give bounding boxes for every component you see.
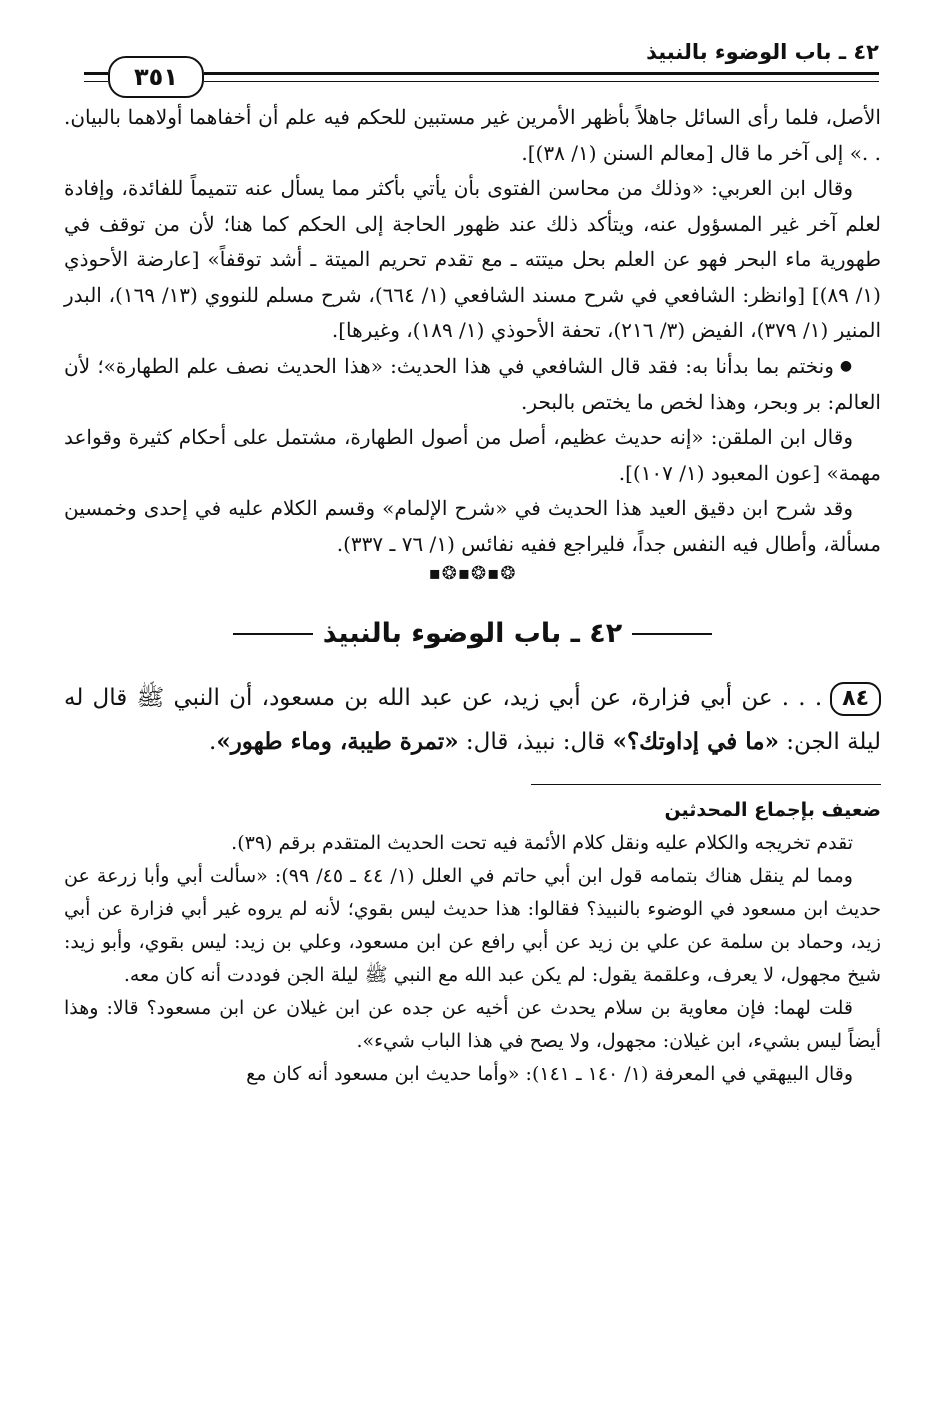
header-chapter-title: ٤٢ ـ باب الوضوء بالنبيذ [646,40,879,64]
paragraph-1: الأصل، فلما رأى السائل جاهلاً بأظهر الأمرين غير مستبين للحكم فيه علم أن أخفاهما أولاهما بالبيان. . .» إلى آخر ما قال [معالم السنن (١/ ٣٨)]. [64,105,881,165]
footnote-paragraph-2: ومما لم ينقل هناك بتمامه قول ابن أبي حاتم في العلل (١/ ٤٤ ـ ٤٥/ ٩٩): «سألت أبي وأبا زرعة عن حديث ابن مسعود في الوضوء بالنبيذ؟ فقالوا: هذا حديث ليس بقوي؛ لأنه لم يروه غير أبي فزارة عن أبي زيد، وحماد بن سلمة عن علي بن زيد عن أبي رافع عن ابن مسعود، وعلي بن زيد: ليس بقوي، وأبو زيد: شيخ مجهول، لا يعرف، وعلقمة يقول: لم يكن عبد الله مع النبي ﷺ ليلة الجن فوددت أنه كان معه. [64,865,881,987]
section-heading [64,608,881,660]
paragraph-4: وقال ابن الملقن: «إنه حديث عظيم، أصل من أصول الطهارة، مشتمل على أحكام كثيرة وقواعد مهمة» [عون المعبود (١/ ١٠٧)]. [64,425,881,485]
hadith-quote-2: «تمرة طيبة، وماء طهور» [216,728,459,756]
bullet-icon: ● [839,358,853,375]
running-header [84,38,879,91]
hadith-text-part: . . . عن أبي فزارة، عن أبي زيد، عن عبد الله بن مسعود، أن النبي ﷺ قال له ليلة الجن: [64,685,881,756]
footnote-paragraph-3: قلت لهما: فإن معاوية بن سلام يحدث عن أخيه عن جده عن ابن غيلان عن ابن مسعود؟ قالا: وهذا أيضاً ليس بشيء، ابن غيلان: مجهول، ولا يصح في هذا الباب شيء». [64,997,881,1053]
header-rule [204,72,879,82]
paragraph-3 [64,349,881,421]
hadith-text [64,676,881,764]
footnote-paragraph-4: وقال البيهقي في المعرفة (١/ ١٤٠ ـ ١٤١): «وأما حديث ابن مسعود أنه كان مع [246,1063,853,1086]
paragraph-3-text: ونختم بما بدأنا به: فقد قال الشافعي في هذا الحديث: «هذا الحديث نصف علم الطهارة»؛ لأن العالم: بر وبحر، وهذا لخص ما يختص بالبحر. [64,353,881,414]
hadith-number: ٨٤ [830,682,881,716]
paragraph-2: وقال ابن العربي: «وذلك من محاسن الفتوى بأن يأتي بأكثر مما يسأل عنه تتميماً للفائدة، وإفادة لعلم آخر غير المسؤول عنه، ويتأكد ذلك عند ظهور الحاجة إلى الحكم كما هنا؛ لأن من توقف في طهورية ماء البحر فهو عن العلم بحل ميتته ـ مع تقدم تحريم الميتة ـ أشد توقفاً» [عارضة الأحوذي (١/ ٨٩)] [وانظر: الشافعي في شرح مسند الشافعي (١/ ٦٦٤)، شرح مسلم للنووي (١٣/ ١٦٩)، البدر المنير (١/ ٣٧٩)، الفيض (٣/ ٢١٦)، تحفة الأحوذي (١/ ١٨٩)، وغيرها]. [64,176,882,342]
hadith-text-part: قال: نبيذ، قال: [458,729,613,756]
paragraph-5: وقد شرح ابن دقيق العيد هذا الحديث في «شرح الإلمام» وقسم الكلام عليه في إحدى وخمسين مسألة، وأطال فيه النفس جداً، فليراجع ففيه نفائس (١/ ٧٦ ـ ٣٣٧). [64,496,881,556]
footnotes [64,793,881,1091]
page-number: ٣٥١ [108,56,204,98]
hadith-quote-1: «ما في إداوتك؟» [612,728,779,756]
footnote-divider [531,784,881,785]
ornament-divider: ❂▪❂▪❂▪ [428,563,517,585]
footnote-paragraph-1: تقدم تخريجه والكلام عليه ونقل كلام الأئمة فيه تحت الحديث المتقدم برقم (٣٩). [231,832,853,855]
hadith-text-part: . [209,729,217,756]
hadith-grade: ضعيف بإجماع المحدثين [664,799,881,822]
hadith-block [64,676,881,764]
page-content [64,100,881,1091]
header-rule-left [84,72,108,82]
section-title: ٤٢ ـ باب الوضوء بالنبيذ [233,608,712,660]
